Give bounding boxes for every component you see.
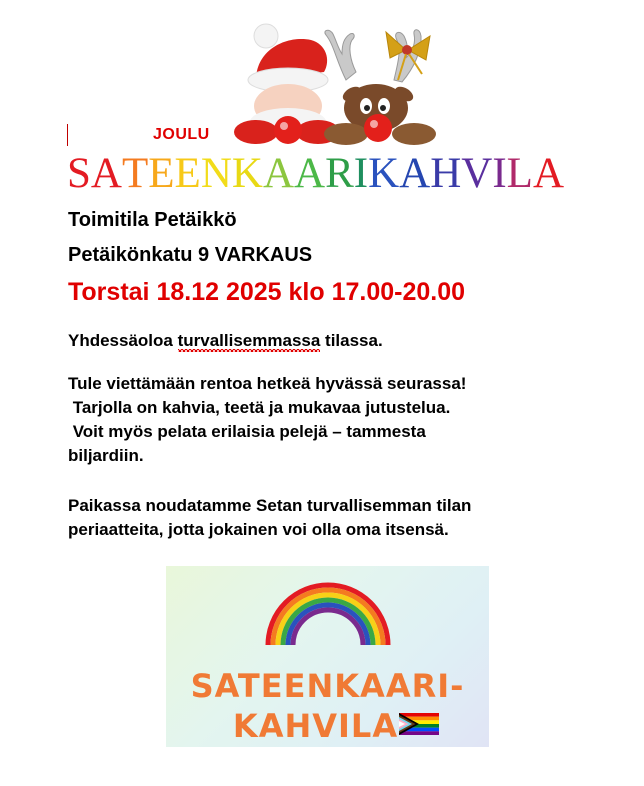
description-line: Tarjolla on kahvia, teetä ja mukavaa jutustelua. — [68, 398, 451, 417]
principles-paragraph — [68, 494, 471, 542]
description-line: biljardiin. — [68, 446, 144, 465]
title-letter: L — [506, 150, 533, 197]
title-letter: K — [231, 150, 263, 197]
principles-line: periaatteita, jotta jokainen voi olla oma itsensä. — [68, 520, 449, 539]
title-letter: E — [148, 150, 175, 197]
title-letter: T — [121, 150, 149, 197]
description-paragraph — [68, 372, 466, 468]
event-datetime: Torstai 18.12 2025 klo 17.00-20.00 — [68, 278, 466, 306]
spellcheck-marked-word[interactable]: turvallisemmassa — [177, 331, 321, 350]
title-letter: H — [430, 150, 462, 197]
title-letter: I — [492, 150, 507, 197]
intro-text-before: Yhdessäoloa — [68, 331, 178, 350]
title-letter: A — [294, 150, 326, 197]
logo-text-line1: SATEENKAARI- — [190, 667, 465, 705]
description-line: Voit myös pelata erilaisia pelejä – tammesta — [68, 422, 426, 441]
title-letter: S — [67, 150, 91, 197]
santa-reindeer-icon — [226, 10, 442, 150]
venue-name: Toimitila Petäikkö — [68, 209, 237, 231]
intro-paragraph — [68, 329, 383, 353]
venue-address: Petäikönkatu 9 VARKAUS — [68, 244, 313, 266]
title-letter: R — [325, 150, 354, 197]
rainbow-icon — [263, 581, 393, 651]
title-letter: A — [532, 150, 565, 197]
logo-text-line2: KAHVILA — [232, 707, 399, 745]
kicker-text: JOULU — [153, 126, 210, 143]
title-letter: V — [461, 150, 493, 197]
progress-pride-flag-icon — [399, 713, 439, 735]
event-title — [67, 150, 564, 198]
title-letter: A — [262, 150, 295, 197]
intro-text-after: tilassa. — [320, 331, 383, 350]
principles-line: Paikassa noudatamme Setan turvallisemman tilan — [68, 496, 472, 515]
title-letter: A — [399, 150, 431, 197]
title-letter: A — [90, 150, 122, 197]
description-line: Tule viettämään rentoa hetkeä hyvässä seurassa! — [68, 374, 467, 393]
sateenkaarikahvila-logo — [166, 566, 489, 747]
text-cursor — [67, 124, 68, 146]
title-letter: E — [174, 150, 201, 197]
title-letter: N — [200, 150, 232, 197]
title-letter: I — [353, 150, 369, 197]
title-letter: K — [368, 150, 400, 197]
